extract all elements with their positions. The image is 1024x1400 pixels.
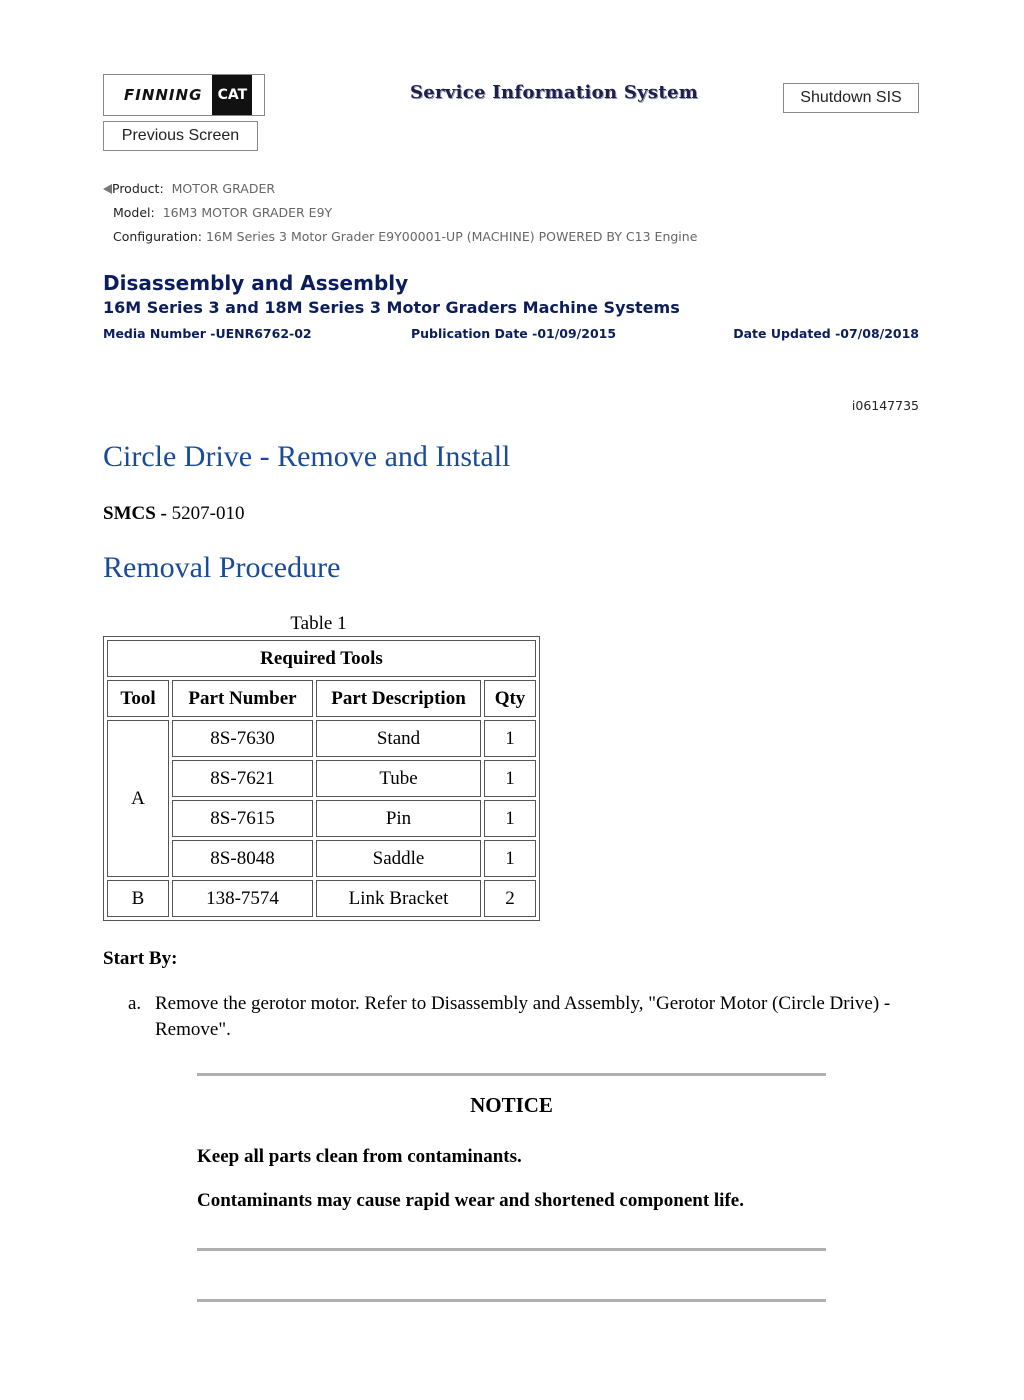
smcs-code [103,503,244,525]
smcs-value: 5207-010 [171,503,245,524]
column-header: Tool [107,680,169,717]
notice-title: NOTICE [470,1093,553,1117]
tool-group-cell: A [107,720,169,877]
table-row [107,880,536,917]
notice-top-divider [197,1073,826,1076]
part-number-cell: 138-7574 [172,880,313,917]
configuration-row [113,229,697,244]
publication-date: Publication Date -01/09/2015 [411,326,617,341]
section-title: Removal Procedure [103,551,341,584]
table-header-row [107,680,536,717]
qty-cell: 2 [484,880,536,917]
qty-cell: 1 [484,840,536,877]
qty-cell: 1 [484,800,536,837]
table-caption: Table 1 [290,613,347,634]
product-value: MOTOR GRADER [171,181,276,196]
product-label: Product: [112,181,164,196]
product-row [103,181,275,196]
column-header: Part Description [316,680,481,717]
media-number: Media Number -UENR6762-02 [103,326,312,341]
part-number-cell: 8S-7621 [172,760,313,797]
table-row [107,760,536,797]
finning-logo-text: FINNING [124,86,203,104]
required-tools-table [103,636,540,921]
model-label: Model: [113,205,155,220]
part-description-cell: Link Bracket [316,880,481,917]
notice-bottom-divider [197,1248,826,1251]
table-row [107,840,536,877]
qty-cell: 1 [484,760,536,797]
configuration-label: Configuration: [113,229,202,244]
table-title-row [107,640,536,677]
part-description-cell: Stand [316,720,481,757]
step-item [128,991,918,1043]
model-row [113,205,332,220]
finning-cat-logo [103,74,265,116]
part-description-cell: Saddle [316,840,481,877]
section-divider [197,1299,826,1302]
tool-group-cell: B [107,880,169,917]
step-label: a. [128,993,142,1014]
smcs-label: SMCS - [103,503,167,524]
table-row [107,720,536,757]
notice-text: Contaminants may cause rapid wear and shortened component life. [197,1190,744,1211]
table-title: Required Tools [107,640,536,677]
notice-text: Keep all parts clean from contaminants. [197,1146,522,1167]
table-row [107,800,536,837]
configuration-value: 16M Series 3 Motor Grader E9Y00001-UP (MACHINE) POWERED BY C13 Engine [205,229,698,244]
part-description-cell: Tube [316,760,481,797]
part-number-cell: 8S-7630 [172,720,313,757]
date-updated: Date Updated -07/08/2018 [733,326,919,341]
shutdown-sis-button[interactable]: Shutdown SIS [783,83,919,113]
doc-heading: Disassembly and Assembly [103,271,409,295]
app-title: Service Information System [410,82,699,103]
model-value: 16M3 MOTOR GRADER E9Y [162,205,333,220]
part-number-cell: 8S-7615 [172,800,313,837]
column-header: Part Number [172,680,313,717]
part-number-cell: 8S-8048 [172,840,313,877]
start-by-label: Start By: [103,948,178,969]
cat-logo: CAT [212,75,252,115]
column-header: Qty [484,680,536,717]
step-text: Remove the gerotor motor. Refer to Disassembly and Assembly, "Gerotor Motor (Circle Drive) - Remove". [155,993,891,1040]
doc-subheading: 16M Series 3 and 18M Series 3 Motor Graders Machine Systems [103,298,680,317]
page-title: Circle Drive - Remove and Install [103,440,511,473]
qty-cell: 1 [484,720,536,757]
back-arrow-icon[interactable] [103,184,112,194]
document-id: i06147735 [851,398,919,413]
part-description-cell: Pin [316,800,481,837]
previous-screen-button[interactable]: Previous Screen [103,121,258,151]
